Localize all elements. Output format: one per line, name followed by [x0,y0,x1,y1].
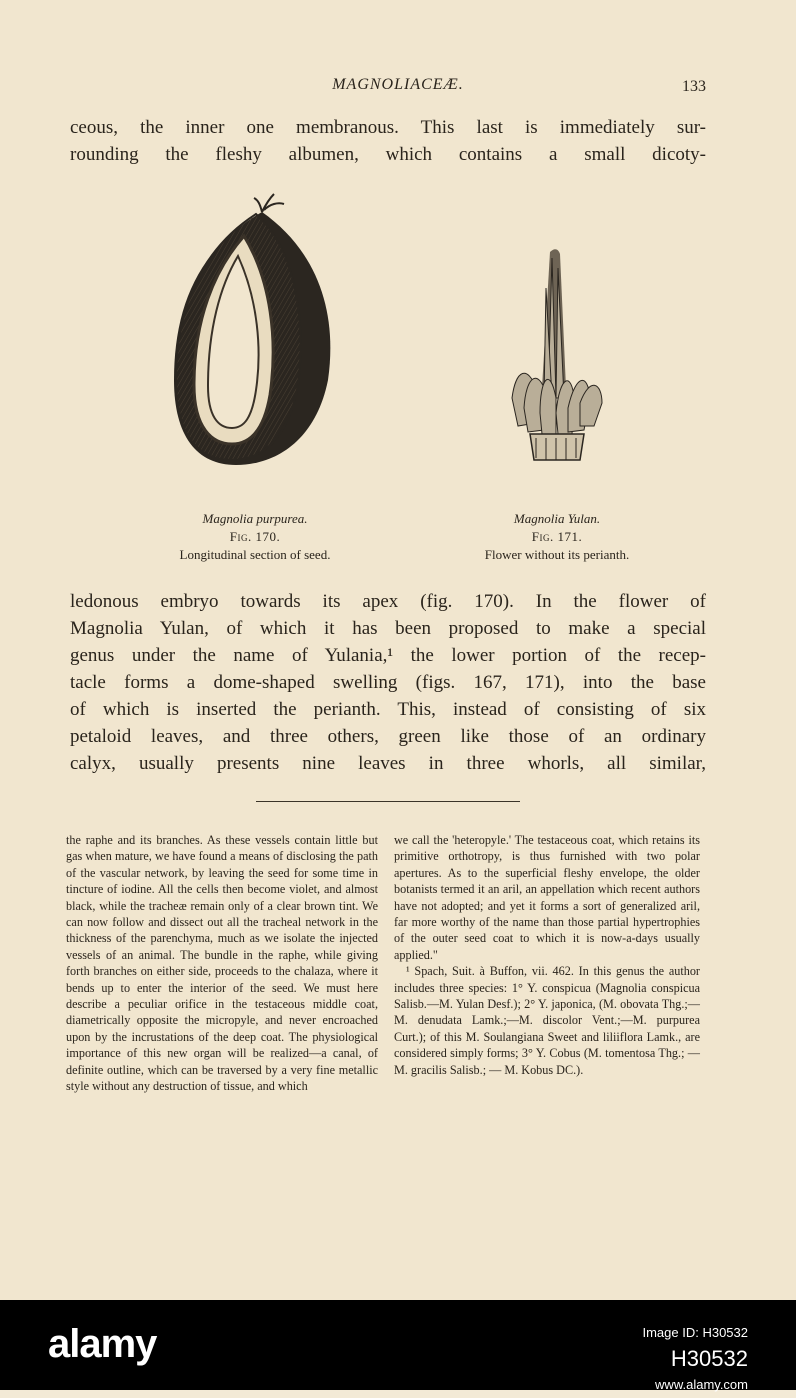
footnote-column-left [66,832,378,1095]
footnote-divider [256,801,520,802]
body-line: of which is inserted the perianth. This, instead of consisting of six [70,699,706,720]
page-number: 133 [682,78,706,95]
stock-watermark-bar [0,1300,796,1390]
flower-illustration [506,248,606,470]
seed-section-illustration [166,190,338,472]
image-id-label: Image ID: H30532 [642,1325,748,1340]
footnote-text: we call the 'heteropyle.' The testaceous coat, which retains its primitive orthotropy, is thus furnished with two polar apertures. As to the superficial fleshy envelope, the older botanists termed it an aril, an appellation which recent authors have not adopted; and yet it forms a sort of generalized aril, far more worthy of the name than those partial hypertrophies of the outer seed coat to which it is now-a-days usually applied." [394,833,700,962]
figure-caption: Longitudinal section of seed. [179,547,331,562]
figure-171-caption [452,510,662,564]
footnote-column-right [394,832,700,1078]
figure-species: Magnolia purpurea. [202,511,308,526]
body-text-bottom [70,588,706,777]
figure-species: Magnolia Yulan. [513,511,601,526]
body-line: petaloid leaves, and three others, green like those of an ordinary [70,726,706,747]
running-title: MAGNOLIACEÆ. [332,76,464,93]
body-line: calyx, usually presents nine leaves in three whorls, all similar, [70,753,706,774]
body-line: rounding the fleshy albumen, which contains a small dicoty- [70,144,706,165]
image-id: H30532 [670,1346,748,1371]
figure-170-caption [140,510,370,564]
site-url: www.alamy.com [655,1377,748,1392]
body-text-top [70,114,706,168]
footnote-text: the raphe and its branches. As these vessels contain little but gas when mature, we have found a means of disclosing the path of the vascular network, by leaving the seed for some time in tincture of iodine. All the cells then become violet, and almost black, while the tracheæ remain only of a clear brown tint. We can now follow and dissect out all the tracheal network in the thickness of the parenchyma, much as we isolate the injected vessels of an animal. The bundle in the raphe, while giving forth branches on either side, proceeds to the chalaza, where it bends up to enter the interior of the seed. We must here describe a peculiar orifice in the testaceous middle coat, diametrically opposite the micropyle, and never encroached upon by the incrustations of the deep coat. The physiological importance of this new organ will be realized—a canal, of definite outline, which can be traversed by a very fine metallic style without any destruction of tissue, and which [66,833,378,1094]
body-line: ceous, the inner one membranous. This last is immediately sur- [70,117,706,138]
alamy-logo: alamy [48,1322,157,1366]
figure-caption: Flower without its perianth. [484,547,630,562]
footnote-reference: ¹ Spach, Suit. à Buffon, vii. 462. In this genus the author includes three species: 1° Y. conspicua (Magnolia conspicua Salisb.—M. Yulan Desf.); 2° Y. japonica, (M. obovata Thg.;—M. denudata Lamk.;—M. discolor Vent.;—M. purpurea Curt.); of this M. Soulangiana Sweet and liliiflora Lamk., are considered simply forms; 3° Y. Cobus (M. tomentosa Thg.; — M. gracilis Salisb.; — M. Kobus DC.). [394,964,700,1077]
body-line: ledonous embryo towards its apex (fig. 170). In the flower of [70,591,706,612]
body-line: Magnolia Yulan, of which it has been proposed to make a special [70,618,706,639]
body-line: tacle forms a dome-shaped swelling (figs. 167, 171), into the base [70,672,706,693]
body-line: genus under the name of Yulania,¹ the lower portion of the recep- [70,645,706,666]
figure-number: Fig. 170. [229,529,281,544]
figure-number: Fig. 171. [531,529,583,544]
image-id-block [642,1320,748,1398]
